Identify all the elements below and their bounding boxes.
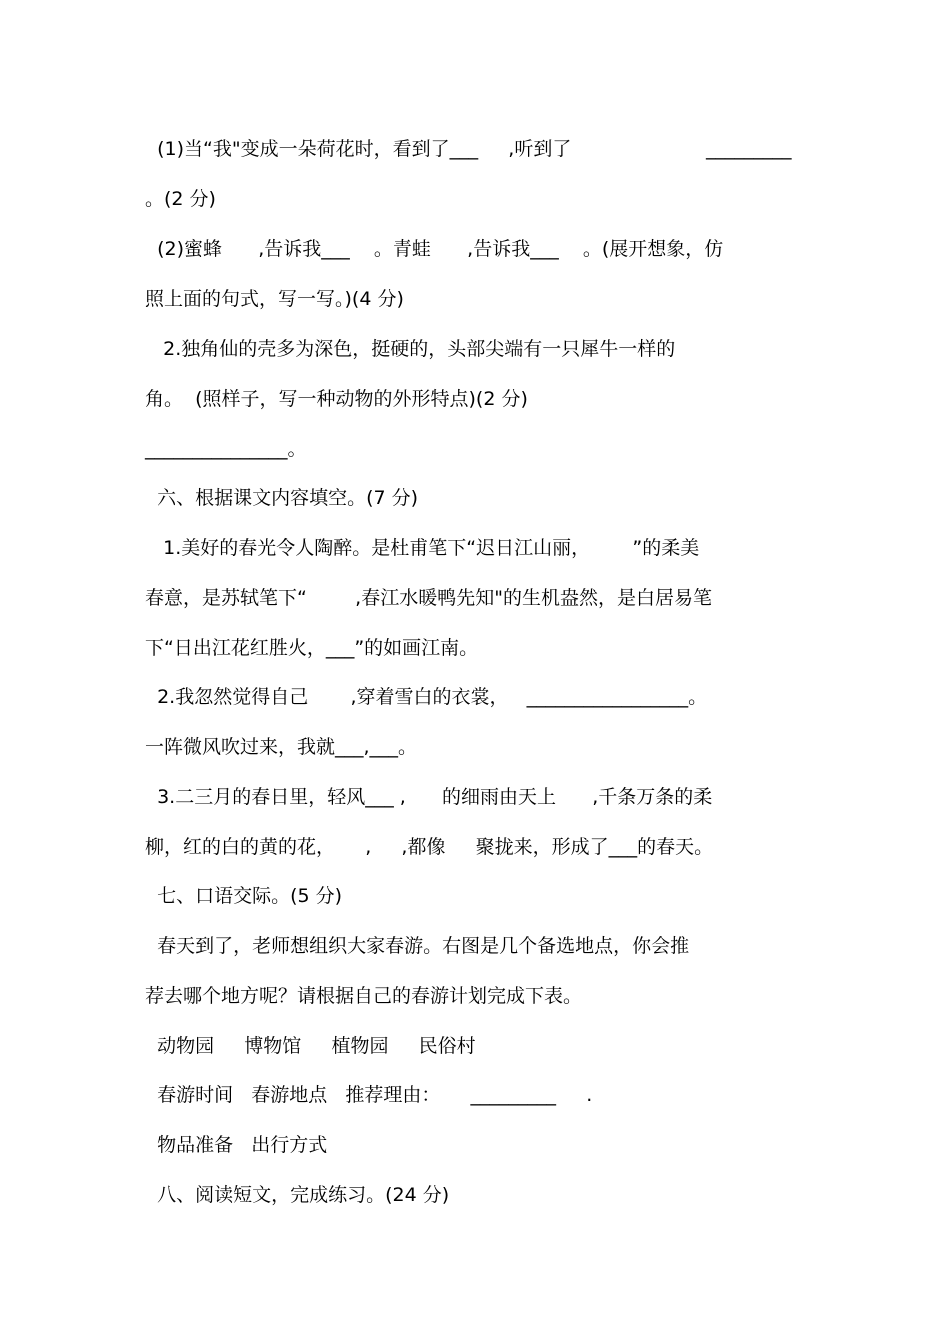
q2-line1: 2.独角仙的壳多为深色，挺硬的，头部尖端有一只犀牛一样的 <box>145 338 676 360</box>
section6-heading: 六、根据课文内容填空。(7 分) <box>145 487 419 509</box>
s6-q1-line2: 春意，是苏轼笔下“ ,春江水暖鸭先知"的生机盎然，是白居易笔 <box>145 587 712 609</box>
s6-q3-line2: 柳，红的白的黄的花， , ,都像 聚拢来，形成了___的春天。 <box>145 836 714 858</box>
s7-places: 动物园 博物馆 植物园 民俗村 <box>145 1035 476 1057</box>
q1-sub1-line2: 。(2 分) <box>145 188 216 210</box>
s7-prompt-line2: 荐去哪个地方呢？请根据自己的春游计划完成下表。 <box>145 985 583 1007</box>
s7-table-row1: 春游时间 春游地点 推荐理由： _________ . <box>145 1084 593 1106</box>
s6-q3-line1: 3.二三月的春日里，轻风___ , 的细雨由天上 ,千条万条的柔 <box>145 786 713 808</box>
s7-prompt-line1: 春天到了，老师想组织大家春游。右图是几个备选地点，你会推 <box>145 935 690 957</box>
s6-q2-line2: 一阵微风吹过来，我就___,___。 <box>145 736 418 758</box>
section7-heading: 七、口语交际。(5 分) <box>145 885 343 907</box>
q1-sub2-line1: (2)蜜蜂 ,告诉我___ 。青蛙 ,告诉我___ 。(展开想象，仿 <box>145 238 724 260</box>
q1-sub2-line2: 照上面的句式，写一写。)(4 分) <box>145 288 404 310</box>
q1-sub1-blank: _________ <box>706 138 792 160</box>
section8-heading: 八、阅读短文，完成练习。(24 分) <box>145 1184 450 1206</box>
s6-q2-line1: 2.我忽然觉得自己 ,穿着雪白的衣裳， _________________。 <box>145 686 708 708</box>
s6-q1-line3: 下“日出江花红胜火，___”的如画江南。 <box>145 637 479 659</box>
q2-line2: 角。 (照样子，写一种动物的外形特点)(2 分) <box>145 388 528 410</box>
q1-sub1-line1: (1)当“我"变成一朵荷花时，看到了___ ,听到了 <box>145 138 572 160</box>
q2-answer-blank: _______________。 <box>145 438 307 460</box>
s7-table-row2: 物品准备 出行方式 <box>145 1134 328 1156</box>
s6-q1-line1: 1.美好的春光令人陶醉。是杜甫笔下“迟日江山丽， ”的柔美 <box>145 537 700 559</box>
